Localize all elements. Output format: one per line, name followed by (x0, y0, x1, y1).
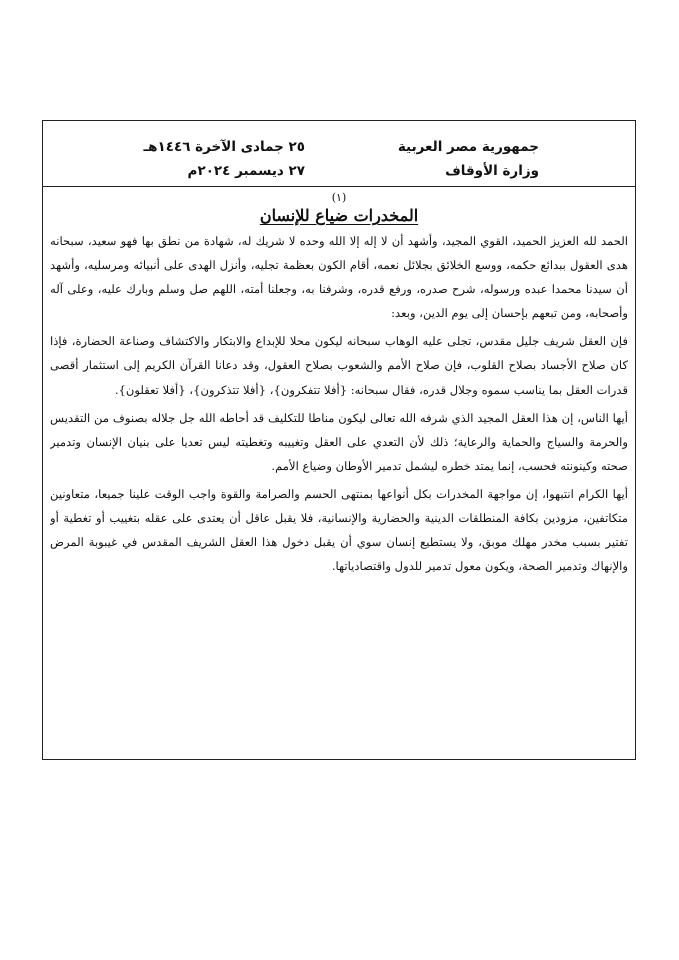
page-title: المخدرات ضياع للإنسان (259, 206, 419, 225)
paragraph-opening: الحمد لله العزيز الحميد، القوي المجيد، وأشهد أن لا إله إلا الله وحده لا شريك له، شهادة من نطق بها فهو سعيد، سبحانه هدى العقول ببدائع حكمه، ووسع الخلائق بجلائل نعمه، أقام الكون بعظمة تجليه، وأنزل الهدى على أنبيائه ومرسليه، وأشهد أن سيدنا محمدا عبده ورسوله، شرح صدره، ورفع قدره، وشرفنا به، وجعلنا أمته، اللهم صل وسلم وبارك عليه، وعلى آله وأصحابه، ومن تبعهم بإحسان إلى يوم الدين، وبعد: (50, 234, 628, 321)
ministry-name: وزارة الأوقاف (445, 163, 539, 179)
hijri-date: ٢٥ جمادى الآخرة ١٤٤٦هـ (143, 139, 305, 155)
gregorian-date: ٢٧ ديسمبر ٢٠٢٤م (187, 163, 305, 179)
page-frame (42, 120, 636, 760)
paragraph-mind: فإن العقل شريف جليل مقدس، تجلى عليه الوهاب سبحانه ليكون محلا للإبداع والابتكار والاكتشاف وصناعة الحضارة، فإذا كان صلاح الأجساد بصلاح القلوب، فإن صلاح الأمم والشعوب بصلاح العقول، وقد دعانا القرآن الكريم إلى استثمار أقصى قدرات العقل بما يناسب سموه وجلال قدره، فقال سبحانه: {أفلا تتفكرون}، {أفلا تتذكرون}، {أفلا تعقلون}. (50, 334, 628, 397)
document-body (50, 191, 628, 753)
header-issuer (398, 135, 539, 183)
paragraph-protection: أيها الناس، إن هذا العقل المجيد الذي شرفه الله تعالى ليكون مناطا للتكليف قد أحاطه الله جل جلاله بصنوف من التقديس والحرمة والسياج والحماية والرعاية؛ ذلك لأن التعدي على العقل وتغييبه وتغطيته ليس تعديا على بنيان الإنسان وتدمير صحته وكينونته فحسب، إنما يمتد خطره ليشمل تدمير الأوطان وضياع الأمم. (50, 410, 628, 473)
paragraph-drugs: أيها الكرام انتبهوا، إن مواجهة المخدرات بكل أنواعها بمنتهى الحسم والصرامة والقوة واجب الوقت علينا جميعا، متعاونين متكاتفين، مزودين بكافة المنطلقات الدينية والحضارية والإنسانية، فلا يقبل عاقل أن يعتدى على عقله بتغييب أو تغطية أو تفتير بسبب مخدر مهلك موبق، ولا يستطيع إنسان سوي أن يقبل دخول هذا العقل الشريف المقدس في غيبوبة المرض والإنهاك وتدمير الصحة، ويكون معول تدمير للدول واقتصادياتها. (50, 486, 628, 574)
document-header (43, 121, 635, 187)
country-name: جمهورية مصر العربية (397, 139, 539, 155)
page-number: (١) (331, 191, 347, 204)
header-dates (144, 135, 305, 183)
